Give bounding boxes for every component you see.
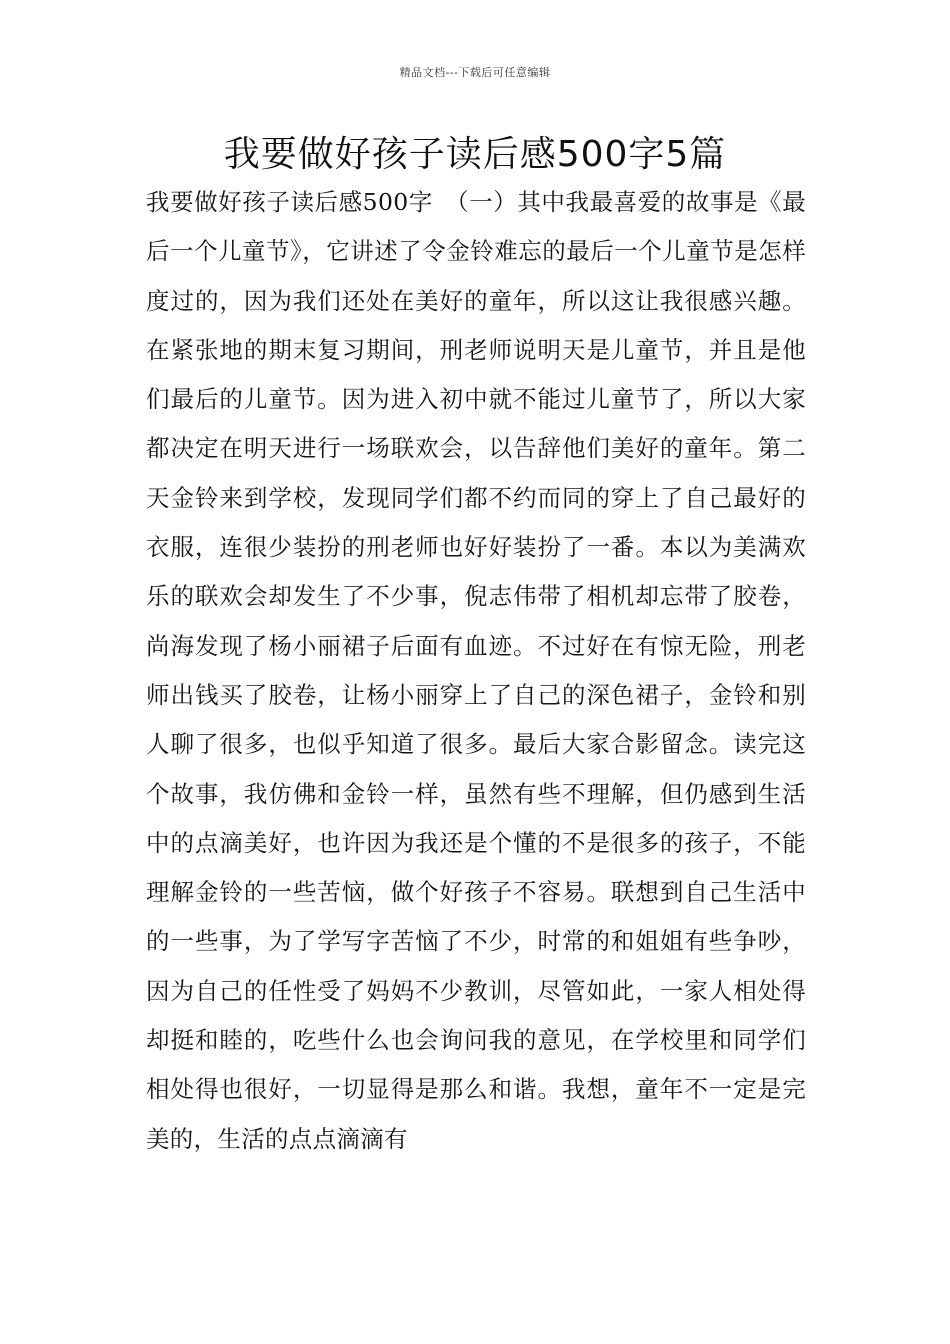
- body-paragraph: 我要做好孩子读后感500字 （一）其中我最喜爱的故事是《最后一个儿童节》，它讲述了令金铃难忘的最后一个儿童节是怎样度过的，因为我们还处在美好的童年，所以这让我很感兴趣。在紧张地的期末复习期间，刑老师说明天是儿童节，并且是他们最后的儿童节。因为进入初中就不能过儿童节了，所以大家都决定在明天进行一场联欢会，以告辞他们美好的童年。第二天金铃来到学校，发现同学们都不约而同的穿上了自己最好的衣服，连很少装扮的刑老师也好好装扮了一番。本以为美满欢乐的联欢会却发生了不少事，倪志伟带了相机却忘带了胶卷，尚海发现了杨小丽裙子后面有血迹。不过好在有惊无险，刑老师出钱买了胶卷，让杨小丽穿上了自己的深色裙子，金铃和别人聊了很多，也似乎知道了很多。最后大家合影留念。读完这个故事，我仿佛和金铃一样，虽然有些不理解，但仍感到生活中的点滴美好，也许因为我还是个懂的不是很多的孩子，不能理解金铃的一些苦恼，做个好孩子不容易。联想到自己生活中的一些事，为了学写字苦恼了不少，时常的和姐姐有些争吵，因为自己的任性受了妈妈不少教训，尽管如此，一家人相处得却挺和睦的，吃些什么也会询问我的意见，在学校里和同学们相处得也很好，一切显得是那么和谐。我想，童年不一定是完美的，生活的点点滴滴有: [146, 188, 806, 1153]
- document-title: 我要做好孩子读后感500字5篇: [223, 134, 727, 175]
- page-header-note: 精品文档---下载后可任意编辑: [399, 66, 551, 79]
